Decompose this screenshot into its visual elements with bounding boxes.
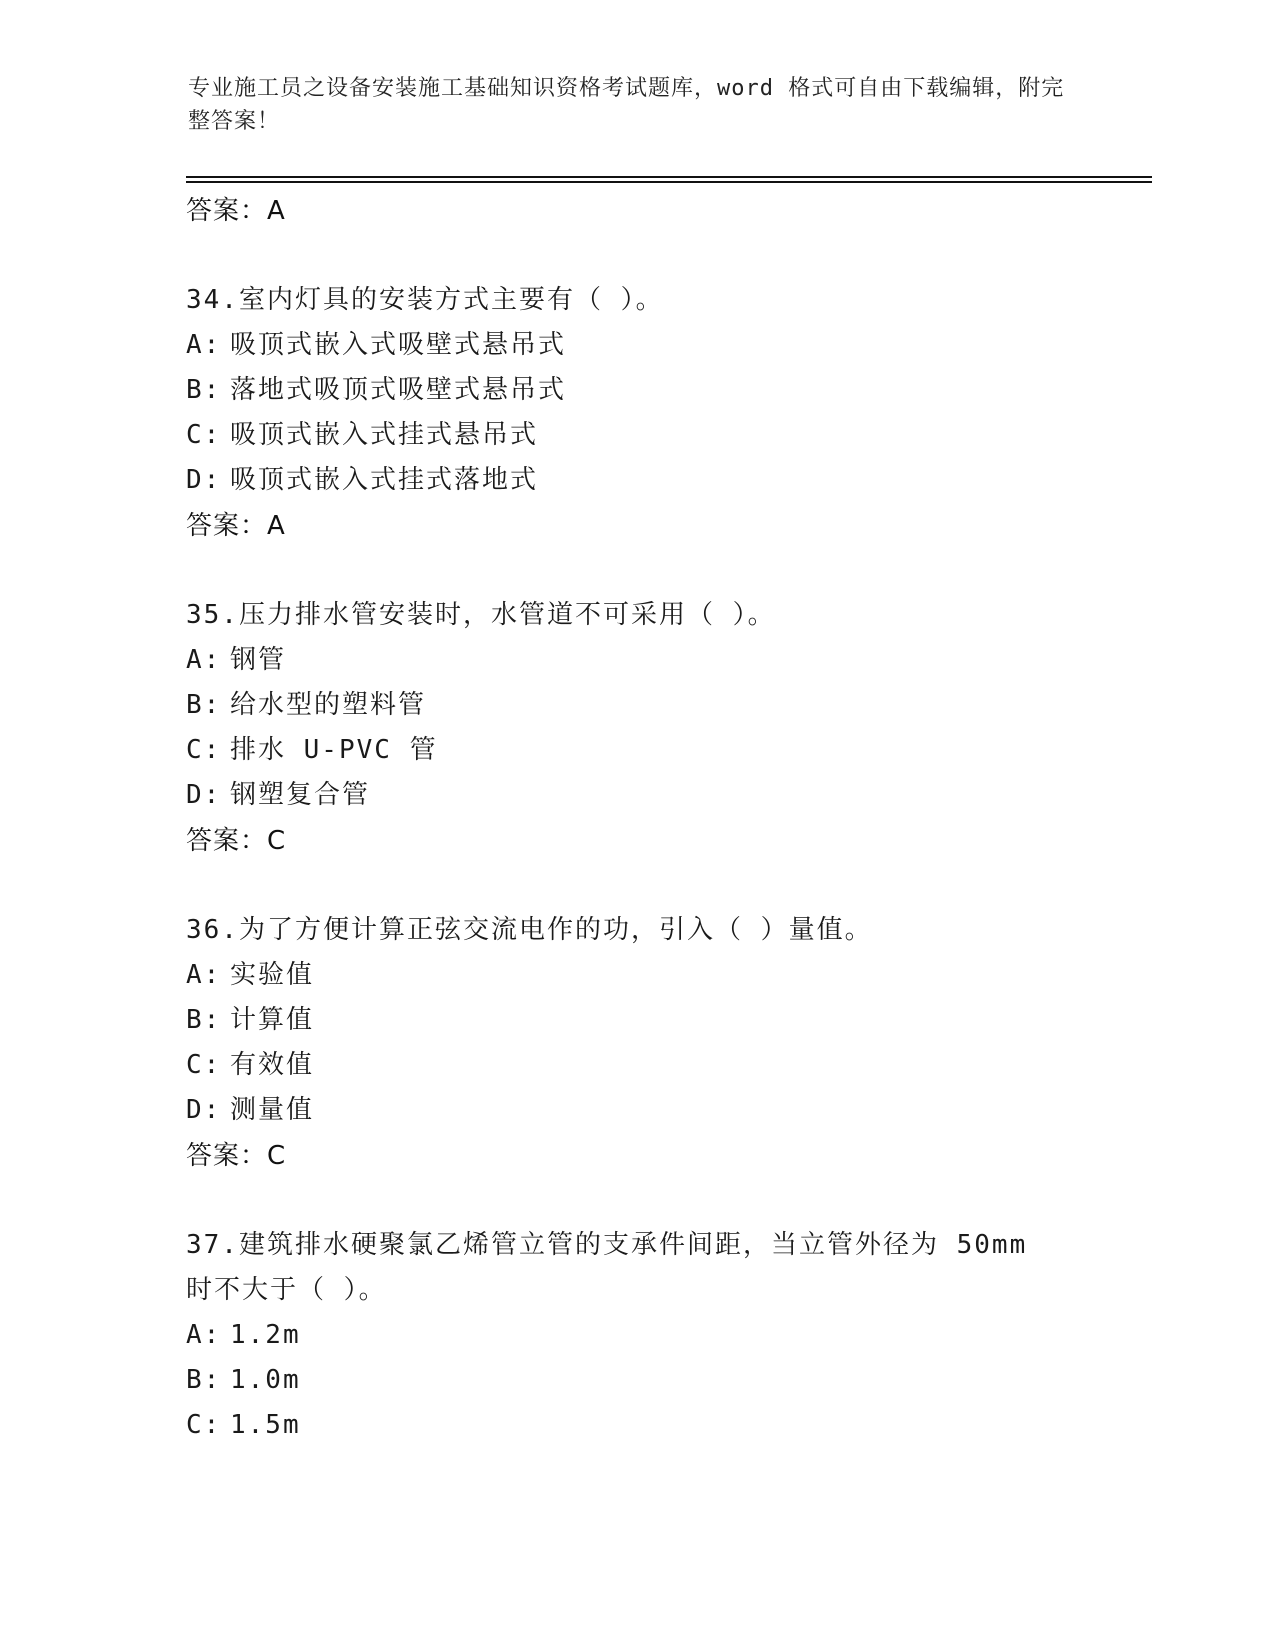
option-key: A:	[186, 330, 222, 360]
option-key: B:	[186, 1005, 222, 1035]
option-key: C:	[186, 420, 222, 450]
option-text: 排水 U-PVC 管	[230, 735, 438, 765]
option-d	[186, 458, 1086, 503]
option-text: 测量值	[230, 1095, 315, 1125]
answer-line: 答案：A	[186, 196, 286, 226]
option-key: A:	[186, 645, 222, 675]
header-divider-top	[186, 176, 1152, 178]
option-text: 1.5m	[230, 1410, 301, 1440]
question-item	[186, 278, 1086, 549]
option-text: 吸顶式嵌入式挂式悬吊式	[230, 420, 539, 450]
answer-line: 答案：A	[186, 511, 286, 541]
question-text: 36.为了方便计算正弦交流电作的功，引入（ ）量值。	[186, 915, 873, 945]
option-d	[186, 773, 1086, 818]
option-text: 计算值	[230, 1005, 315, 1035]
option-text: 吸顶式嵌入式挂式落地式	[230, 465, 539, 495]
option-key: B:	[186, 1365, 222, 1395]
option-d	[186, 1088, 1086, 1133]
option-text: 1.0m	[230, 1365, 301, 1395]
option-c	[186, 1043, 1086, 1088]
option-text: 给水型的塑料管	[230, 690, 427, 720]
option-text: 有效值	[230, 1050, 315, 1080]
option-c	[186, 728, 1086, 773]
question-text: 34.室内灯具的安装方式主要有（ ）。	[186, 285, 664, 315]
option-key: D:	[186, 1095, 222, 1125]
option-b	[186, 1358, 1086, 1403]
option-key: A:	[186, 960, 222, 990]
question-text: 35.压力排水管安装时，水管道不可采用（ ）。	[186, 600, 776, 630]
answer-line: 答案：C	[186, 826, 287, 856]
option-a	[186, 1313, 1086, 1358]
option-b	[186, 683, 1086, 728]
option-key: B:	[186, 690, 222, 720]
option-key: D:	[186, 465, 222, 495]
option-key: A:	[186, 1320, 222, 1350]
option-key: B:	[186, 375, 222, 405]
option-b	[186, 998, 1086, 1043]
question-list	[186, 188, 1086, 1448]
option-key: C:	[186, 1050, 222, 1080]
option-a	[186, 953, 1086, 998]
question-item	[186, 908, 1086, 1179]
option-text: 钢管	[230, 645, 287, 675]
option-a	[186, 323, 1086, 368]
option-key: C:	[186, 1410, 222, 1440]
option-key: C:	[186, 735, 222, 765]
question-item	[186, 1223, 1086, 1448]
option-text: 1.2m	[230, 1320, 301, 1350]
option-a	[186, 638, 1086, 683]
option-text: 实验值	[230, 960, 315, 990]
option-text: 钢塑复合管	[230, 780, 371, 810]
document-header: 专业施工员之设备安装施工基础知识资格考试题库，word 格式可自由下载编辑，附完整答案！	[188, 76, 1065, 134]
option-text: 吸顶式嵌入式吸壁式悬吊式	[230, 330, 567, 360]
option-b	[186, 368, 1086, 413]
question-item	[186, 593, 1086, 864]
option-c	[186, 1403, 1086, 1448]
option-key: D:	[186, 780, 222, 810]
answer-line: 答案：C	[186, 1141, 287, 1171]
question-text: 37.建筑排水硬聚氯乙烯管立管的支承件间距，当立管外径为 50mm 时不大于（ ）。	[186, 1230, 1028, 1305]
header-divider-bottom	[186, 181, 1152, 183]
option-c	[186, 413, 1086, 458]
option-text: 落地式吸顶式吸壁式悬吊式	[230, 375, 567, 405]
